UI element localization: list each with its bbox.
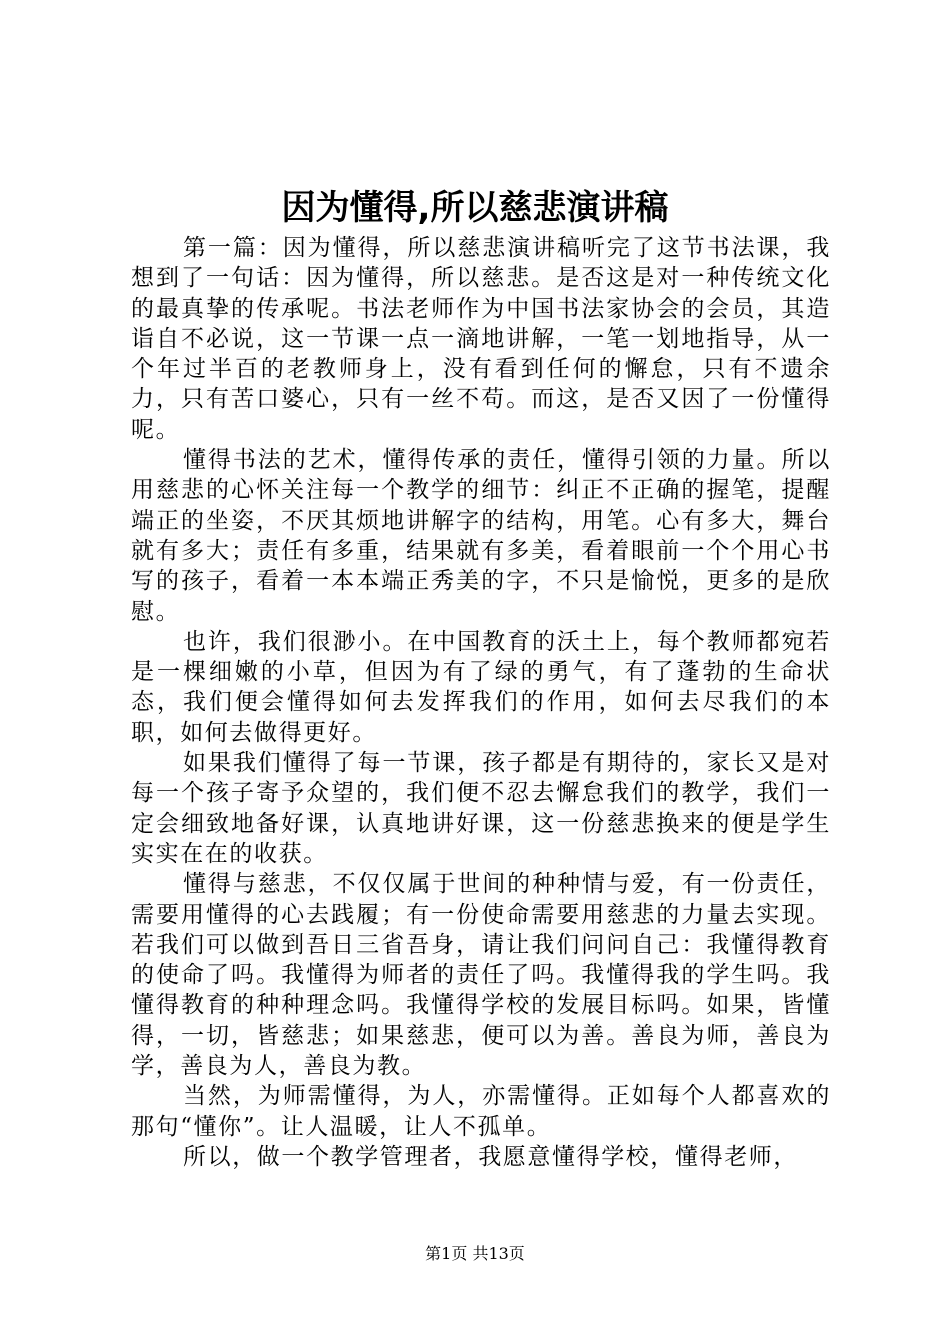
document-body	[131, 233, 831, 1172]
document-title: 因为懂得,所以慈悲演讲稿	[281, 188, 669, 228]
paragraph: 也许，我们很渺小。在中国教育的沃土上，每个教师都宛若是一棵细嫩的小草，但因为有了绿的勇气，有了蓬勃的生命状态，我们便会懂得如何去发挥我们的作用，如何去尽我们的本职，如何去做得更好。	[131, 628, 831, 746]
paragraph: 懂得与慈悲，不仅仅属于世间的种种情与爱，有一份责任，需要用懂得的心去践履；有一份使命需要用慈悲的力量去实现。若我们可以做到吾日三省吾身，请让我们问问自己：我懂得教育的使命了吗。我懂得为师者的责任了吗。我懂得我的学生吗。我懂得教育的种种理念吗。我懂得学校的发展目标吗。如果，皆懂得，一切，皆慈悲；如果慈悲，便可以为善。善良为师，善良为学，善良为人，善良为教。	[131, 871, 831, 1080]
paragraph: 所以，做一个教学管理者，我愿意懂得学校，懂得老师，	[183, 1143, 798, 1170]
paragraph: 懂得书法的艺术，懂得传承的责任，懂得引领的力量。所以用慈悲的心怀关注每一个教学的细节：纠正不正确的握笔，提醒端正的坐姿，不厌其烦地讲解字的结构，用笔。心有多大，舞台就有多大；责任有多重，结果就有多美，看着眼前一个个用心书写的孩子，看着一本本端正秀美的字，不只是愉悦，更多的是欣慰。	[131, 447, 831, 625]
page-number-footer: 第1页 共13页	[425, 1244, 525, 1263]
paragraph: 第一篇：因为懂得，所以慈悲演讲稿听完了这节书法课，我想到了一句话：因为懂得，所以慈悲。是否这是对一种传统文化的最真挚的传承呢。书法老师作为中国书法家协会的会员，其造诣自不必说，这一节课一点一滴地讲解，一笔一划地指导，从一个年过半百的老教师身上，没有看到任何的懈怠，只有不遗余力，只有苦口婆心，只有一丝不苟。而这，是否又因了一份懂得呢。	[131, 235, 831, 443]
paragraph: 当然，为师需懂得，为人，亦需懂得。正如每个人都喜欢的那句“懂你”。让人温暖，让人不孤单。	[131, 1083, 831, 1140]
paragraph: 如果我们懂得了每一节课，孩子都是有期待的，家长又是对每一个孩子寄予众望的，我们便不忍去懈怠我们的教学，我们一定会细致地备好课，认真地讲好课，这一份慈悲换来的便是学生实实在在的收获。	[131, 750, 831, 867]
